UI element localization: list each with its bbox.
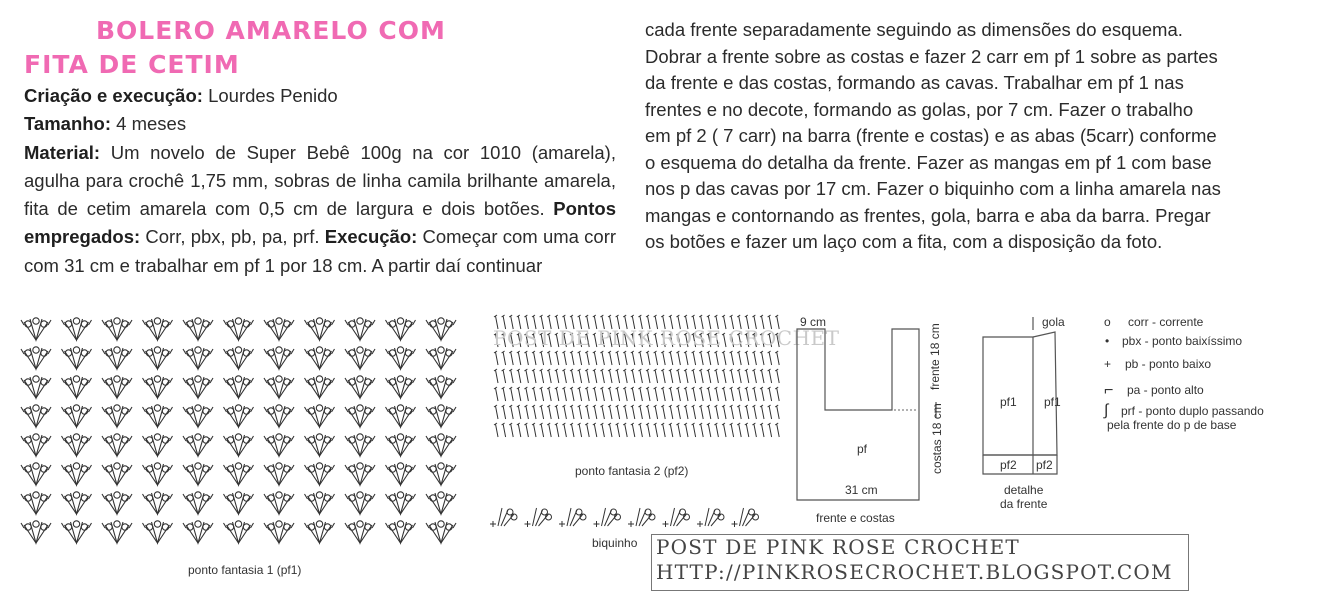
instructions-block — [645, 17, 1245, 256]
creation-line — [24, 82, 616, 110]
front-height-label: frente 18 cm — [928, 323, 942, 390]
creation-label: Criação e execução: — [24, 85, 203, 106]
body-label: pf — [857, 442, 868, 456]
pf1-shell-motif — [264, 521, 294, 543]
pf1-shell-motif — [426, 347, 456, 369]
biquinho-picot — [732, 508, 759, 527]
pf1-shell-motif — [102, 318, 132, 340]
watermark-post-de-pink-rose-crochet: POST DE PINK ROSE CROCHET — [493, 326, 840, 350]
legend-text-pbx: pbx - ponto baixíssimo — [1122, 334, 1243, 348]
detail-caption-line-2: da frente — [1000, 497, 1048, 511]
pf1-shell-motif — [143, 318, 173, 340]
pf1-shell-motif — [62, 347, 92, 369]
creation-value: Lourdes Penido — [202, 85, 338, 106]
pf1-shell-motif — [183, 347, 213, 369]
pf1-shell-motif — [183, 376, 213, 398]
material-paragraph — [24, 139, 616, 280]
pf1-shell-motif — [305, 434, 335, 456]
credits-block — [24, 82, 616, 280]
instruction-line: os botões e fazer um laço com a fita, com a disposição da foto. — [645, 231, 1163, 252]
pf1-shell-motif — [345, 318, 375, 340]
pf1-shell-motif — [143, 521, 173, 543]
pf1-shell-motif — [224, 405, 254, 427]
pf1-shell-motif — [183, 521, 213, 543]
pf1-shell-motif — [62, 492, 92, 514]
pf1-shell-motif — [386, 347, 416, 369]
instruction-line: cada frente separadamente seguindo as dimensões do esquema. — [645, 19, 1183, 40]
pf1-shell-motif — [224, 347, 254, 369]
pf2-stitch-row — [494, 405, 779, 419]
pf1-shell-motif — [305, 463, 335, 485]
instruction-line: frentes e no decote, formando as golas, por 7 cm. Fazer o trabalho — [645, 98, 1194, 120]
detail-bottom-right-label: pf2 — [1036, 458, 1053, 472]
size-value: 4 meses — [111, 113, 187, 135]
pf1-shell-motif — [143, 434, 173, 456]
detail-left-label: pf1 — [1000, 395, 1017, 409]
instruction-line: da frente e das costas, formando as cavas. Trabalhar em pf 1 nas — [645, 72, 1184, 93]
pf1-shell-motif — [305, 318, 335, 340]
pf1-shell-motif — [264, 463, 294, 485]
instruction-line: nos p das cavas por 17 cm. Fazer o biquinho com a linha amarela nas — [645, 178, 1221, 199]
detail-bottom-left-label: pf2 — [1000, 458, 1017, 472]
pf1-shell-motif — [264, 434, 294, 456]
legend-symbol-prf: ∫ — [1104, 402, 1109, 419]
pf1-shell-motif — [345, 405, 375, 427]
pf1-shell-motif — [183, 492, 213, 514]
material-value: Um novelo de Super Bebê 100g na cor 1010 (amarela), agulha para crochê 1,75 mm, sobras de linha camila brilhante amarela, fita de cetim amarela com 0,5 cm de largura e dois botões. — [24, 141, 616, 220]
pf1-shell-motif — [345, 521, 375, 543]
pf1-shell-motif — [345, 347, 375, 369]
pf1-shell-motif — [224, 492, 254, 514]
legend-symbol-pa: ⌐ — [1104, 382, 1114, 399]
pf1-shell-motif — [143, 405, 173, 427]
biquinho-caption: biquinho — [592, 536, 638, 550]
blog-stamp — [651, 534, 1189, 591]
execution-value: Começar com uma corr com 31 cm e trabalhar em pf 1 por 18 cm. A partir daí continuar — [24, 226, 617, 276]
pf1-shell-motif — [143, 463, 173, 485]
pf2-stitch-row — [494, 423, 779, 437]
pf1-shell-motif — [386, 521, 416, 543]
pf1-shell-motif — [224, 376, 254, 398]
pf2-stitch-row — [494, 351, 779, 365]
title-line-1: BOLERO AMARELO COM — [96, 16, 446, 45]
biquinho-picot — [628, 508, 655, 527]
pf1-shell-motif — [386, 434, 416, 456]
pf1-shell-motif — [305, 347, 335, 369]
pf1-shell-motif — [62, 405, 92, 427]
legend-symbol-pb: + — [1104, 357, 1112, 371]
pf1-shell-motif — [143, 347, 173, 369]
detail-caption — [1000, 483, 1047, 511]
pf1-shell-motif — [21, 405, 51, 427]
pf1-shell-motif — [224, 434, 254, 456]
pf1-shell-motif — [21, 376, 51, 398]
execution-label: Execução: — [324, 226, 418, 248]
pf1-shell-motif — [224, 521, 254, 543]
instruction-line: em pf 2 ( 7 carr) na barra (frente e costas) e as abas (5carr) conforme — [645, 125, 1217, 146]
biquinho-picot — [663, 508, 690, 527]
biquinho-picot — [525, 508, 552, 527]
pf1-shell-motif — [102, 463, 132, 485]
pf1-shell-motif — [305, 405, 335, 427]
pf1-shell-motif — [386, 463, 416, 485]
detail-caption-line-1: detalhe — [1004, 483, 1044, 497]
pf1-caption: ponto fantasia 1 (pf1) — [188, 563, 302, 577]
size-line — [24, 110, 616, 138]
material-label: Material: — [24, 141, 101, 163]
pf1-shell-motif — [386, 318, 416, 340]
title-line-2: FITA DE CETIM — [24, 50, 240, 79]
back-height-label: costas 18 cm — [930, 403, 944, 474]
points-label: Pontos empregados: — [24, 198, 616, 248]
pf1-shell-motif — [426, 521, 456, 543]
pf1-shell-motif — [264, 318, 294, 340]
front-back-caption: frente e costas — [816, 511, 895, 525]
pf1-shell-motif — [143, 376, 173, 398]
biquinho-picot — [594, 508, 621, 527]
pf1-shell-motif — [305, 521, 335, 543]
pf1-shell-motif — [62, 376, 92, 398]
pf1-shell-motif — [264, 376, 294, 398]
pf1-shell-motif — [102, 434, 132, 456]
pf1-shell-motif — [21, 318, 51, 340]
legend-symbol-corr: o — [1104, 315, 1111, 329]
pf1-stitch-chart — [18, 312, 468, 562]
legend-text-prf: prf - ponto duplo passando — [1121, 404, 1264, 418]
pf1-shell-motif — [386, 405, 416, 427]
pf1-shell-motif — [62, 521, 92, 543]
pf1-shell-motif — [21, 434, 51, 456]
detail-right-label: pf1 — [1044, 395, 1061, 409]
pf1-shell-motif — [426, 405, 456, 427]
pf1-shell-motif — [183, 434, 213, 456]
pf1-shell-motif — [62, 318, 92, 340]
pf1-shell-motif — [345, 376, 375, 398]
pf1-shell-motif — [426, 463, 456, 485]
pf1-shell-motif — [386, 492, 416, 514]
gola-label: gola — [1042, 315, 1065, 329]
pf1-shell-motif — [426, 376, 456, 398]
pf1-shell-motif — [143, 492, 173, 514]
size-label: Tamanho: — [24, 113, 112, 135]
pf1-shell-motif — [62, 463, 92, 485]
biquinho-stitch-chart — [488, 500, 768, 532]
pf1-shell-motif — [345, 492, 375, 514]
pf2-stitch-row — [494, 369, 779, 383]
pf1-shell-motif — [183, 463, 213, 485]
pf1-shell-motif — [183, 405, 213, 427]
instruction-line: o esquema do detalha da frente. Fazer as mangas em pf 1 com base — [645, 151, 1212, 173]
bottom-width-label: 31 cm — [845, 483, 878, 497]
pf1-shell-motif — [102, 376, 132, 398]
biquinho-picot — [490, 508, 517, 527]
legend-text-pa: pa - ponto alto — [1127, 383, 1204, 397]
pf1-shell-motif — [224, 318, 254, 340]
pf1-shell-motif — [345, 434, 375, 456]
pf1-shell-motif — [224, 463, 254, 485]
pf1-shell-motif — [183, 318, 213, 340]
instruction-line: Dobrar a frente sobre as costas e fazer 2 carr em pf 1 sobre as partes — [645, 45, 1218, 67]
biquinho-picot — [697, 508, 724, 527]
pf1-shell-motif — [305, 376, 335, 398]
pf1-shell-motif — [305, 492, 335, 514]
legend-text-prf-2: pela frente do p de base — [1107, 418, 1237, 432]
legend-text-pb: pb - ponto baixo — [1125, 357, 1212, 371]
pf1-shell-motif — [21, 492, 51, 514]
pf1-shell-motif — [102, 521, 132, 543]
front-detail-schematic — [978, 312, 1078, 477]
pf1-shell-motif — [264, 492, 294, 514]
pf1-shell-motif — [21, 347, 51, 369]
instruction-line: mangas e contornando as frentes, gola, barra e aba da barra. Pregar — [645, 204, 1211, 226]
pf1-shell-motif — [264, 405, 294, 427]
legend-symbol-pbx: • — [1105, 334, 1110, 348]
stamp-line-2: HTTP://PINKROSECROCHET.BLOGSPOT.COM — [656, 560, 1173, 584]
pf1-shell-motif — [426, 492, 456, 514]
pf1-shell-motif — [426, 318, 456, 340]
points-value: Corr, pbx, pb, pa, prf. — [140, 226, 325, 248]
biquinho-picot — [559, 508, 586, 527]
stamp-line-1: POST DE PINK ROSE CROCHET — [656, 535, 1020, 559]
pf1-shell-motif — [62, 434, 92, 456]
pf2-stitch-row — [494, 387, 779, 401]
pf1-shell-motif — [345, 463, 375, 485]
pf1-shell-motif — [21, 463, 51, 485]
pf1-shell-motif — [102, 405, 132, 427]
pf1-shell-motif — [102, 347, 132, 369]
legend-text-corr: corr - corrente — [1128, 315, 1204, 329]
pf1-shell-motif — [21, 521, 51, 543]
pf1-shell-motif — [102, 492, 132, 514]
top-width-label: 9 cm — [800, 315, 827, 329]
pf1-shell-motif — [264, 347, 294, 369]
pf2-caption: ponto fantasia 2 (pf2) — [575, 464, 689, 478]
pf1-shell-motif — [386, 376, 416, 398]
pf1-shell-motif — [426, 434, 456, 456]
